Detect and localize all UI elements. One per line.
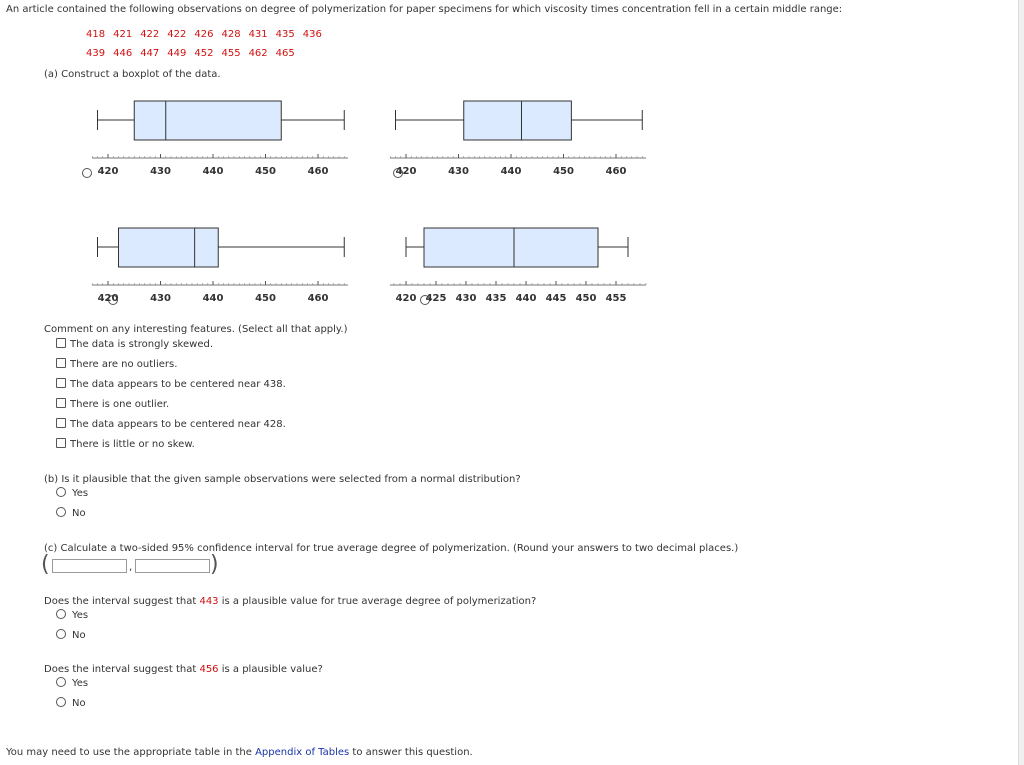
checkbox[interactable] <box>56 418 66 428</box>
iqr-box <box>134 101 281 140</box>
ci-comma: , <box>129 562 133 573</box>
tick-label: 445 <box>545 293 567 304</box>
boxplot-option-3[interactable] <box>90 222 360 307</box>
observation: 447 <box>140 48 160 59</box>
comment-option-label: There is little or no skew. <box>70 439 195 450</box>
q2-no-option[interactable] <box>56 698 86 709</box>
observation: 452 <box>194 48 214 59</box>
observation: 449 <box>167 48 187 59</box>
radio[interactable] <box>56 609 66 619</box>
ci-lower-input[interactable] <box>52 559 127 573</box>
observations-row-2 <box>86 48 303 59</box>
radio[interactable] <box>56 507 66 517</box>
checkbox[interactable] <box>56 438 66 448</box>
tick-label: 420 <box>97 166 119 177</box>
tick-label: 440 <box>515 293 537 304</box>
comment-option-label: The data is strongly skewed. <box>70 339 214 350</box>
comment-option-4[interactable] <box>56 399 169 410</box>
iqr-box <box>119 228 219 267</box>
checkbox[interactable] <box>56 398 66 408</box>
left-paren: ( <box>41 552 50 577</box>
iqr-box <box>424 228 598 267</box>
tick-label: 440 <box>202 293 224 304</box>
q1-no-option[interactable] <box>56 630 86 641</box>
interval-question-1 <box>44 596 536 607</box>
test-value-443: 443 <box>199 596 219 607</box>
observation: 422 <box>140 29 160 40</box>
comment-option-3[interactable] <box>56 379 286 390</box>
footer-text: You may need to use the appropriate table in the <box>6 747 256 758</box>
question-text: Does the interval suggest that <box>44 596 200 607</box>
comment-prompt: Comment on any interesting features. (Select all that apply.) <box>44 324 348 335</box>
observation: 462 <box>248 48 268 59</box>
observation: 439 <box>86 48 106 59</box>
footer-text: to answer this question. <box>349 747 473 758</box>
comment-option-label: There is one outlier. <box>70 399 170 410</box>
ci-upper-input[interactable] <box>135 559 210 573</box>
tick-label: 455 <box>605 293 627 304</box>
tick-label: 460 <box>605 166 627 177</box>
tick-label: 440 <box>500 166 522 177</box>
tick-label: 460 <box>307 293 329 304</box>
comment-option-label: The data appears to be centered near 428. <box>70 419 286 430</box>
part-b-no-option[interactable] <box>56 508 86 519</box>
comment-option-5[interactable] <box>56 419 286 430</box>
question-text: is a plausible value? <box>218 664 323 675</box>
checkbox[interactable] <box>56 358 66 368</box>
observation: 421 <box>113 29 133 40</box>
option-label: No <box>72 630 86 641</box>
tick-label: 420 <box>395 166 417 177</box>
question-text: is a plausible value for true average degree of polymerization? <box>218 596 537 607</box>
option-label: Yes <box>72 610 89 621</box>
boxplot-option-1[interactable] <box>90 95 360 180</box>
radio[interactable] <box>56 629 66 639</box>
checkbox[interactable] <box>56 338 66 348</box>
radio[interactable] <box>56 677 66 687</box>
tick-label: 420 <box>97 293 119 304</box>
tick-label: 430 <box>455 293 477 304</box>
tick-label: 425 <box>425 293 447 304</box>
tick-label: 450 <box>575 293 597 304</box>
tick-label: 430 <box>150 293 171 304</box>
radio[interactable] <box>56 697 66 707</box>
observations-row-1 <box>86 29 330 40</box>
part-a-prompt: (a) Construct a boxplot of the data. <box>44 69 221 80</box>
checkbox[interactable] <box>56 378 66 388</box>
tick-label: 435 <box>485 293 507 304</box>
part-c-prompt: (c) Calculate a two-sided 95% confidence interval for true average degree of polymerization. (Round your answers to two decimal places.) <box>44 543 739 554</box>
boxplot-option-2[interactable] <box>388 95 658 180</box>
tick-label: 460 <box>307 166 329 177</box>
option-label: Yes <box>72 488 89 499</box>
iqr-box <box>464 101 572 140</box>
observation: 436 <box>302 29 322 40</box>
comment-option-label: There are no outliers. <box>70 359 178 370</box>
q1-yes-option[interactable] <box>56 610 88 621</box>
tick-label: 450 <box>255 293 276 304</box>
observation: 431 <box>248 29 268 40</box>
tick-label: 450 <box>255 166 276 177</box>
radio[interactable] <box>56 487 66 497</box>
footer-note <box>6 747 473 758</box>
q2-yes-option[interactable] <box>56 678 88 689</box>
observation: 426 <box>194 29 214 40</box>
observation: 435 <box>275 29 295 40</box>
question-text: Does the interval suggest that <box>44 664 200 675</box>
observation: 418 <box>86 29 106 40</box>
comment-option-2[interactable] <box>56 359 177 370</box>
test-value-456: 456 <box>199 664 219 675</box>
tick-label: 450 <box>553 166 574 177</box>
question-intro: An article contained the following observations on degree of polymerization for paper specimens for which viscosity times concentration fell in a certain middle range: <box>6 4 843 15</box>
part-b-prompt: (b) Is it plausible that the given sample observations were selected from a normal distribution? <box>44 474 521 485</box>
tick-label: 440 <box>202 166 224 177</box>
right-paren: ) <box>210 552 219 577</box>
boxplot-option-4[interactable] <box>388 222 658 307</box>
tick-label: 430 <box>150 166 171 177</box>
option-label: No <box>72 508 86 519</box>
observation: 428 <box>221 29 241 40</box>
comment-option-6[interactable] <box>56 439 195 450</box>
part-b-yes-option[interactable] <box>56 488 88 499</box>
observation: 465 <box>275 48 295 59</box>
option-label: No <box>72 698 86 709</box>
option-label: Yes <box>72 678 89 689</box>
comment-option-1[interactable] <box>56 339 213 350</box>
scrollbar-track[interactable] <box>1018 0 1024 765</box>
appendix-link[interactable]: Appendix of Tables <box>255 747 350 758</box>
tick-label: 430 <box>448 166 469 177</box>
observation: 455 <box>221 48 241 59</box>
observation: 422 <box>167 29 187 40</box>
interval-question-2 <box>44 664 323 675</box>
tick-label: 420 <box>395 293 417 304</box>
comment-option-label: The data appears to be centered near 438. <box>70 379 286 390</box>
observation: 446 <box>113 48 133 59</box>
